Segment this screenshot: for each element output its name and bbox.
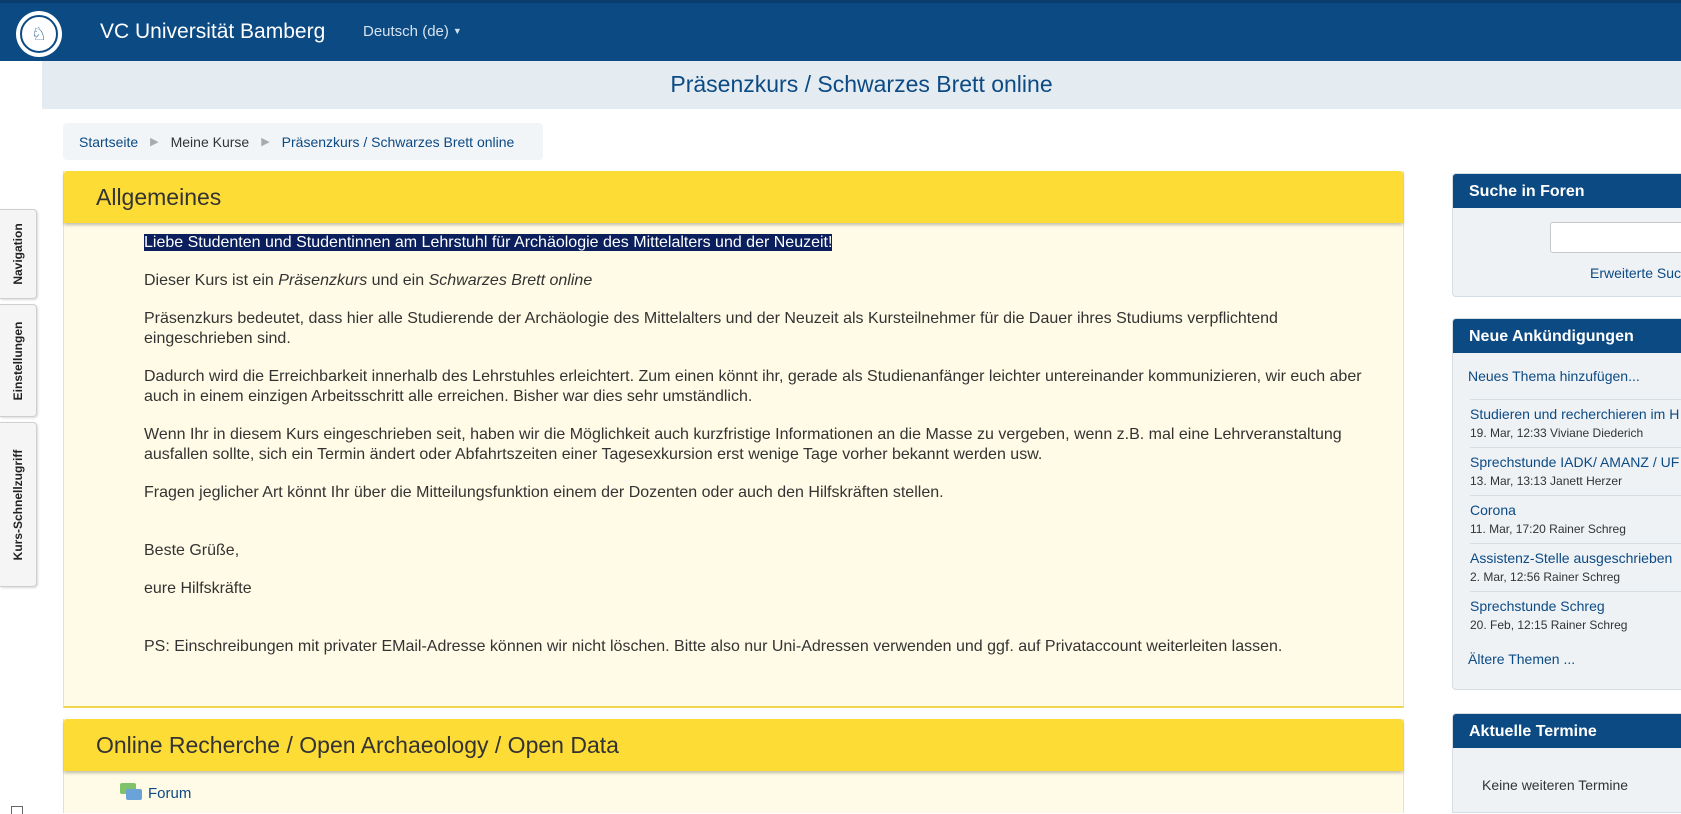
news-item-title[interactable]: Corona	[1470, 502, 1516, 518]
forum-link-label: Forum	[148, 784, 192, 802]
drawer-tab-settings[interactable]	[0, 304, 37, 417]
drawer-tab-label: Kurs-Schnellzugriff	[11, 449, 25, 560]
highlighted-greeting: Liebe Studenten und Studentinnen am Lehrstuhl für Archäologie des Mittelalters und der Neuzeit!	[144, 234, 833, 251]
breadcrumb-separator-icon: ▶	[261, 136, 270, 148]
section-header	[64, 719, 1403, 771]
block-title: Suche in Foren	[1453, 174, 1681, 208]
university-seal-icon[interactable]: ♘	[16, 11, 62, 57]
text-paragraph: eure Hilfskräfte	[144, 580, 252, 597]
drawer-tab-navigation[interactable]	[0, 209, 37, 299]
news-item	[1470, 447, 1681, 488]
news-item-meta: 20. Feb, 12:15 Rainer Schreg	[1470, 618, 1628, 632]
section-summary	[144, 233, 1384, 657]
text-paragraph: PS: Einschreibungen mit privater EMail-Adresse können wir nicht löschen. Bitte also nur Uni-Adressen verwenden und ggf. auf Privataccount weiterleiten lassen.	[144, 638, 1283, 655]
section-header	[64, 171, 1403, 223]
news-item-meta: 2. Mar, 12:56 Rainer Schreg	[1470, 570, 1621, 584]
language-label: Deutsch (de)	[363, 23, 449, 40]
breadcrumb	[63, 123, 543, 160]
breadcrumb-separator-icon: ▶	[150, 136, 159, 148]
site-brand[interactable]: VC Universität Bamberg	[100, 20, 326, 43]
upcoming-events-block	[1452, 713, 1681, 813]
text-paragraph: Dadurch wird die Erreichbarkeit innerhalb des Lehrstuhles erleichtert. Zum einen könnt ihr, gerade als Studienanfänger leichter untereinander kommunizieren, wir euch aber auch in einem einzigen Arbeitsschritt alle erreichen. Bisher war dies sehr umständlich.	[144, 368, 1362, 405]
section-title: Online Recherche / Open Archaeology / Open Data	[96, 732, 619, 758]
news-item	[1470, 591, 1681, 632]
news-item-title[interactable]: Sprechstunde Schreg	[1470, 598, 1605, 614]
news-item-meta: 13. Mar, 13:13 Janett Herzer	[1470, 474, 1623, 488]
drawer-tab-quick-access[interactable]	[0, 422, 37, 587]
top-navbar	[0, 0, 1681, 61]
no-events-text: Keine weiteren Termine	[1482, 777, 1629, 793]
breadcrumb-my-courses: Meine Kurse	[170, 133, 250, 150]
page-title: Präsenzkurs / Schwarzes Brett online	[670, 71, 1053, 97]
news-item	[1470, 543, 1681, 584]
breadcrumb-home[interactable]: Startseite	[79, 133, 139, 150]
text-paragraph: Wenn Ihr in diesem Kurs eingeschrieben seit, haben wir die Möglichkeit auch kurzfristige Informationen an die Masse zu vergeben, wenn z.B. mal eine Lehrveranstaltung ausfallen sollte, sich ein Termin ändert oder Abfahrtszeiten einer Tagesexkursion erst wenige Tage vorher bekannt werden usw.	[144, 426, 1342, 463]
caret-down-icon: ▼	[452, 26, 462, 36]
text-paragraph: Präsenzkurs bedeutet, dass hier alle Studierende der Archäologie des Mittelalters und der Neuzeit als Kursteilnehmer für die Dauer ihres Studiums verpflichtend eingeschrieben sind.	[144, 310, 1278, 347]
news-item	[1470, 495, 1681, 536]
block-title: Aktuelle Termine	[1453, 714, 1681, 748]
older-topics-link[interactable]: Ältere Themen ...	[1468, 651, 1576, 667]
forum-search-input[interactable]	[1550, 222, 1681, 253]
news-item-meta: 11. Mar, 17:20 Rainer Schreg	[1470, 522, 1626, 536]
breadcrumb-course[interactable]: Präsenzkurs / Schwarzes Brett online	[281, 133, 515, 150]
page-header	[42, 61, 1681, 109]
course-section-general	[63, 171, 1404, 708]
language-menu[interactable]	[363, 23, 462, 40]
news-item-title[interactable]: Assistenz-Stelle ausgeschrieben	[1470, 550, 1673, 566]
course-type-paragraph: Dieser Kurs ist ein Präsenzkurs und ein Schwarzes Brett online	[144, 272, 593, 289]
drawer-tab-label: Navigation	[11, 223, 25, 285]
section-title: Allgemeines	[96, 184, 222, 210]
text-paragraph: Beste Grüße,	[144, 542, 240, 559]
news-item-title[interactable]: Studieren und recherchieren im H	[1470, 406, 1680, 422]
forum-icon	[120, 783, 142, 803]
advanced-search-link[interactable]: Erweiterte Suc	[1590, 265, 1681, 281]
drawer-tab-label: Einstellungen	[11, 321, 25, 400]
block-title: Neue Ankündigungen	[1453, 319, 1681, 353]
news-block	[1452, 318, 1681, 690]
news-item	[1470, 399, 1681, 440]
text-paragraph: Fragen jeglicher Art könnt Ihr über die Mitteilungsfunktion einem der Dozenten oder auch den Hilfskräften stellen.	[144, 484, 944, 501]
news-item-meta: 19. Mar, 12:33 Viviane Diederich	[1470, 426, 1644, 440]
search-forums-block	[1452, 173, 1681, 297]
course-section-open-data	[63, 719, 1404, 813]
forum-activity-link[interactable]	[120, 783, 191, 803]
news-item-title[interactable]: Sprechstunde IADK/ AMANZ / UF	[1470, 454, 1680, 470]
add-topic-link[interactable]: Neues Thema hinzufügen...	[1468, 368, 1640, 384]
